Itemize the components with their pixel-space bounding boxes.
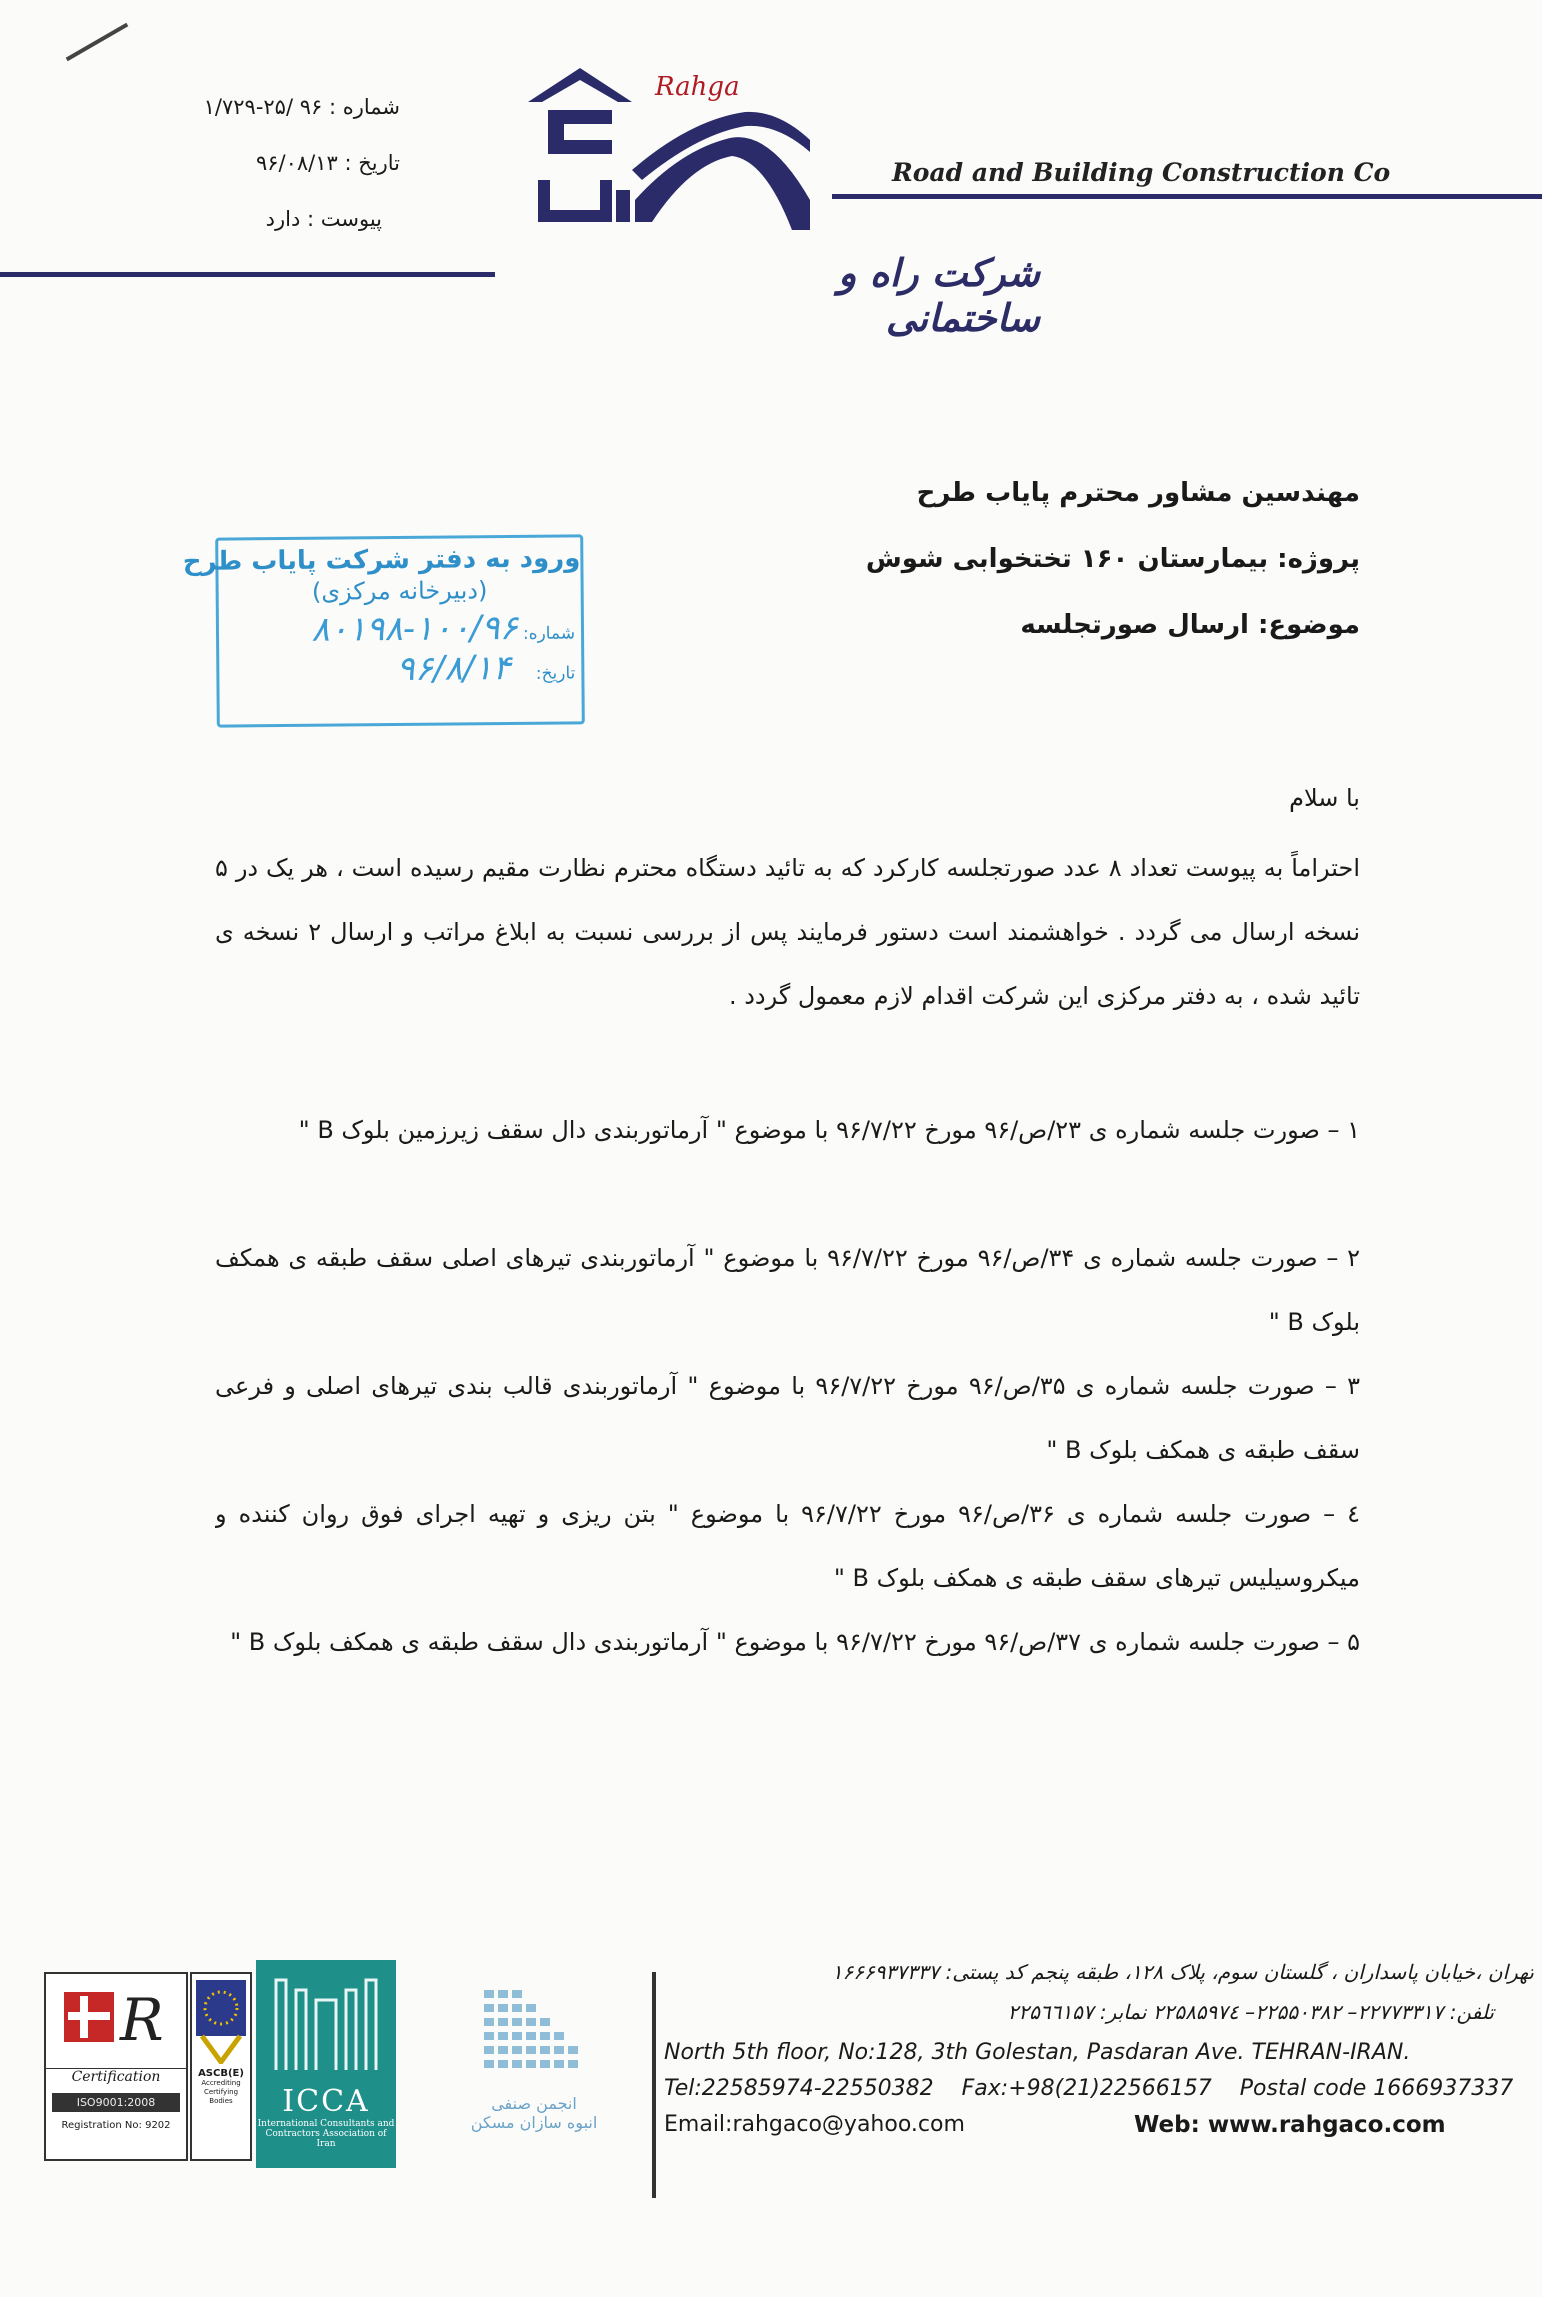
items-list — [215, 1098, 1360, 1738]
letter-attachment-label: پیوست : — [307, 207, 382, 231]
greeting: با سلام — [1289, 784, 1360, 812]
icca-columns-icon — [256, 1960, 396, 2080]
footer-tel-line — [664, 2076, 1534, 2112]
list-item: ۳ – صورت جلسه شماره ی ۳۵/ص/۹۶ مورخ ۹۶/۷/۲۲ با موضوع " آرماتوربندی قالب بندی تیرهای اصلی و فرعی سقف طبقه ی همکف بلوک B " — [215, 1372, 1360, 1464]
company-name-fa: شرکت راه و ساختمانی — [838, 250, 1040, 340]
footer-divider — [652, 1972, 656, 2198]
ascb-badge — [190, 1972, 252, 2161]
icca-badge — [256, 1960, 396, 2168]
letter-attachment-value: دارد — [265, 207, 301, 231]
stamp-number-value: ۱۰۰/۹۶-۸۰۱۹۸ — [311, 607, 518, 650]
icca-sublabel-2: Contractors Association of Iran — [265, 2129, 387, 2149]
footer-phones-fa: تلفن: ۲۲۷۷۳۳۱۷– ۲۲۵۵۰۳۸۲– ۲۲۵۸۵۹۷٤ نمابر: ۲۲۵٦٦۱۵۷ — [1007, 2000, 1494, 2024]
letter-number-value: ۹۶ /۲۵-۱/۷۲۹ — [203, 95, 323, 119]
stamp-subtitle: (دبیرخانه مرکزی) — [311, 576, 488, 606]
header-meta — [140, 95, 400, 247]
brand-script: Rahga — [655, 72, 740, 102]
header-right-rule — [832, 194, 1542, 199]
footer-web-line — [664, 2112, 1534, 2152]
receipt-stamp — [182, 534, 585, 727]
recipient-block — [760, 478, 1360, 676]
letter-body: احتراماً به پیوست تعداد ۸ عدد صورتجلسه کارکرد که به تائید دستگاه محترم نظارت مقیم رسیده است ، هر یک در ۵ نسخه ارسال می گردد . خواهشمند است دستور فرمایند پس از بررسی نسبت به ابلاغ مراتب و ارسال ۲ نسخه ی تائید شده ، به دفتر مرکزی این شرکت اقدام لازم معمول گردد . — [215, 854, 1361, 1010]
stamp-number — [219, 607, 581, 650]
cert-label: Certification — [46, 2068, 186, 2085]
icca-label: ICCA — [282, 2084, 370, 2119]
svg-text:R: R — [120, 1986, 164, 2054]
stamp-date-value: ۹۶/۸/۱۴ — [396, 648, 511, 690]
header-left-rule — [0, 272, 495, 277]
list-item: ٤ – صورت جلسه شماره ی ۳۶/ص/۹۶ مورخ ۹۶/۷/۲۲ با موضوع " بتن ریزی و تهیه اجرای فوق روان کننده و میکروسیلیس تیرهای سقف طبقه ی همکف بلوک B " — [215, 1500, 1360, 1592]
list-item: ۵ – صورت جلسه شماره ی ۳۷/ص/۹۶ مورخ ۹۶/۷/۲۲ با موضوع " آرماتوربندی دال سقف طبقه ی همکف بلوک B " — [230, 1628, 1360, 1656]
project-line: پروژه: بیمارستان ۱۶۰ تختخوابی شوش — [865, 544, 1360, 574]
pen-mark — [66, 23, 129, 61]
iso-label: ISO9001:2008 — [52, 2093, 180, 2112]
recipient-title: مهندسین مشاور محترم پایاب طرح — [916, 478, 1360, 508]
company-name-en: Road and Building Construction Co — [892, 158, 1391, 187]
letter-date — [140, 151, 400, 191]
footer-postal: Postal code 1666937337 — [1239, 2076, 1514, 2101]
footer-address-fa: تهران ،خیابان پاسداران ، گلستان سوم، پلاک ۱۲۸، طبقه پنجم کد پستی: ۱۶۶۶۹۳۷۳۳۷ — [831, 1960, 1534, 1984]
association-label-1: انجمن صنفی — [491, 2094, 577, 2113]
subject-line: موضوع: ارسال صورتجلسه — [1020, 610, 1360, 640]
cr-logo-icon — [46, 1974, 186, 2064]
footer-address-en: North 5th floor, No:128, 3th Golestan, Pasdaran Ave. TEHRAN-IRAN. — [664, 2040, 1411, 2065]
eu-stars-icon — [192, 1974, 250, 2064]
certification-badge — [44, 1972, 188, 2161]
letter-date-label: تاریخ : — [344, 151, 400, 175]
stamp-date-label: تاریخ: — [535, 663, 576, 684]
stamp-date — [219, 647, 581, 690]
ascb-label: ASCB(E) — [198, 2068, 244, 2079]
footer-badges — [44, 1960, 644, 2170]
list-item: ۲ – صورت جلسه شماره ی ۳۴/ص/۹۶ مورخ ۹۶/۷/۲۲ با موضوع " آرماتوربندی تیرهای اصلی سقف طبقه ی همکف بلوک B " — [215, 1244, 1360, 1336]
letter-attachment — [140, 207, 400, 247]
ascb-sublabel: Accrediting Certifying Bodies — [201, 2079, 241, 2105]
stamp-title: ورود به دفتر شرکت پایاب طرح — [182, 543, 581, 577]
footer-tel: Tel:22585974-22550382 — [664, 2076, 934, 2101]
list-item: ۱ – صورت جلسه شماره ی ۲۳/ص/۹۶ مورخ ۹۶/۷/۲۲ با موضوع " آرماتوربندی دال سقف زیرزمین بلوک B " — [298, 1116, 1360, 1144]
footer-email[interactable]: Email:rahgaco@yahoo.com — [664, 2112, 965, 2137]
stamp-number-label: شماره: — [522, 623, 576, 644]
footer-fax: Fax:+98(21)22566157 — [961, 2076, 1212, 2101]
letter-number — [140, 95, 400, 135]
building-grid-icon — [464, 1980, 604, 2090]
letter-number-label: شماره : — [328, 95, 400, 119]
registration-label: Registration No: 9202 — [61, 2120, 171, 2131]
icca-sublabel-1: International Consultants and — [257, 2119, 395, 2129]
footer-website[interactable]: Web: www.rahgaco.com — [1134, 2112, 1446, 2138]
footer-contact — [664, 1960, 1534, 2152]
housing-association-badge — [464, 1980, 604, 2160]
association-label-2: انبوه سازان مسکن — [470, 2113, 598, 2132]
letter-date-value: ۹۶/۰۸/۱۳ — [255, 151, 338, 175]
